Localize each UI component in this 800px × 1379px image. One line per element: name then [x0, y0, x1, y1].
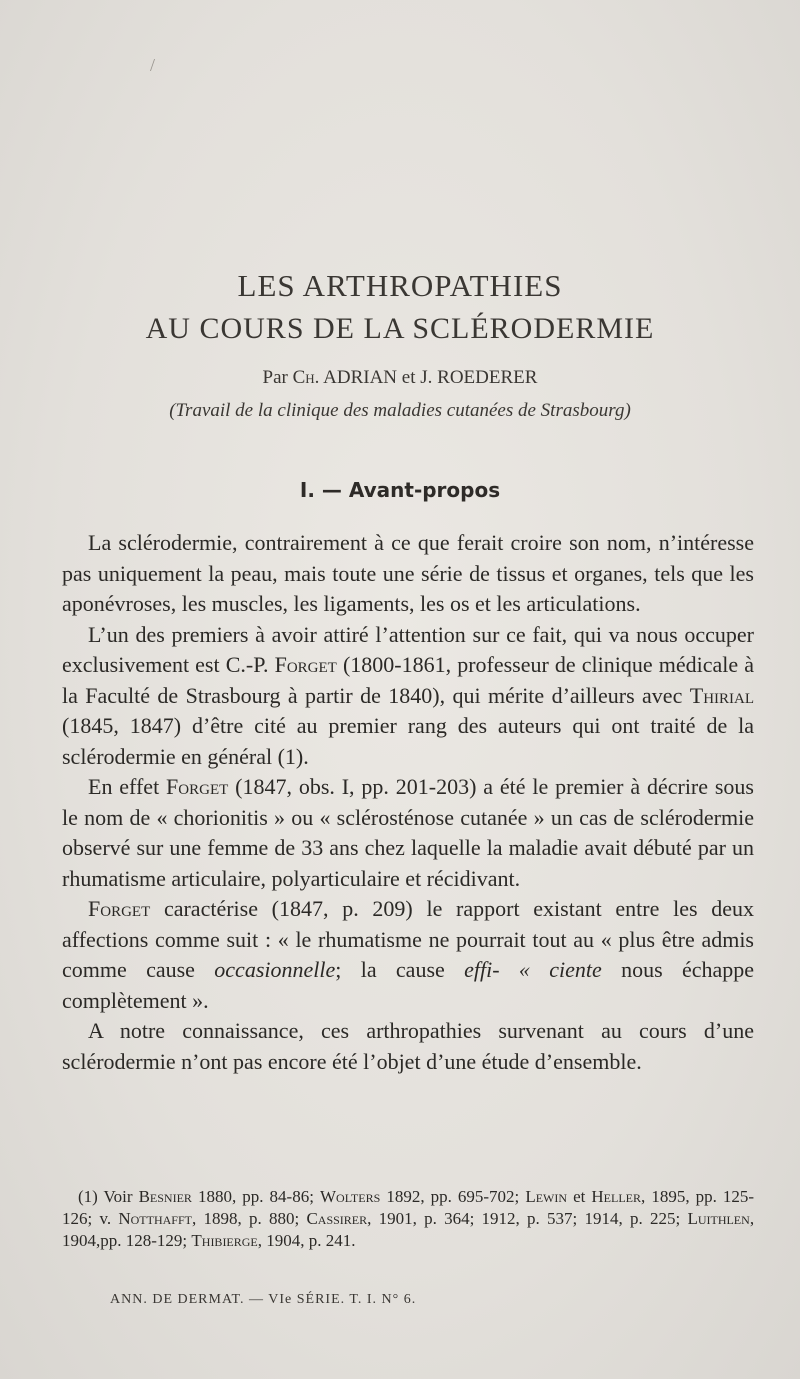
paragraph: Forget caractérise (1847, p. 209) le rapport existant entre les deux affections comme suit : « le rhumatisme ne pourrait tout au « plus être admis comme cause occasionnelle; la cause effi- « ciente nous échappe complètement ». — [62, 896, 755, 1013]
author1-initial: Ch. — [292, 367, 320, 388]
footnote-ref-name: Cassirer — [306, 1209, 368, 1228]
author-name: Forget — [166, 774, 229, 799]
affiliation: (Travail de la clinique des maladies cutanées de Strasbourg) — [169, 400, 631, 421]
section-heading: I. — Avant-propos — [299, 478, 501, 502]
author-name: Forget — [274, 652, 337, 677]
italic-term: effi- « ciente — [464, 957, 602, 982]
footnote-ref-name: Heller — [591, 1187, 642, 1206]
footnote-ref-name: Lewin — [525, 1187, 568, 1206]
paragraph: La sclérodermie, contrairement à ce que ferait croire son nom, n’intéresse pas uniquement la peau, mais toute une série de tissus et organes, tels que les aponévroses, les muscles, les ligaments, les os et les articulations. — [62, 530, 754, 616]
pencil-mark: / — [150, 55, 156, 75]
running-footer: ANN. DE DERMAT. — VIe SÉRIE. T. I. N° 6. — [110, 1292, 417, 1307]
byline-et: et — [401, 367, 416, 388]
body-text — [62, 528, 754, 1077]
footnote-ref-name: Thibierge — [191, 1231, 258, 1250]
footnote-ref-name: Besnier — [138, 1187, 192, 1206]
paragraph: En effet Forget (1847, obs. I, pp. 201-203) a été le premier à décrire sous le nom de « chorionitis » ou « sclérosténose cutanée » un cas de sclérodermie observé sur une femme de 33 ans chez laquelle la maladie avait débuté par un rhumatisme articulaire, polyarticulaire et récidivant. — [62, 774, 754, 891]
byline — [0, 367, 800, 389]
author-name: Thirial — [689, 682, 755, 708]
paragraph: L’un des premiers à avoir attiré l’attention sur ce fait, qui va nous occuper exclusivement est C.-P. Forget (1800-1861, professeur de clinique médicale à la Faculté de Strasbourg à partir de 1840), qui mérite d’ailleurs avec Thirial (1845, 1847) d’être cité au premier rang des auteurs qui ont traité de la sclérodermie en général (1). — [62, 621, 755, 769]
footnote-ref-name: Wolters — [319, 1187, 381, 1206]
title-line-2: AU COURS DE LA SCLÉRODERMIE — [145, 312, 655, 345]
byline-par: Par — [262, 367, 288, 388]
author-name: Forget — [88, 896, 151, 921]
title-line-1: LES ARTHROPATHIES — [237, 268, 563, 303]
footnote: (1) Voir Besnier 1880, pp. 84-86; Wolters 1892, pp. 695-702; Lewin et Heller, 1895, pp. 125-126; v. Notthafft, 1898, p. 880; Cassirer, 1901, p. 364; 1912, p. 537; 1914, p. 225; Luithlen, 1904,pp. 128-129; Thibierge, 1904, p. 241. — [62, 1187, 755, 1250]
author2-name: J. ROEDERER — [420, 367, 538, 388]
author1-name: ADRIAN — [323, 367, 398, 388]
italic-term: occasionnelle — [214, 957, 336, 982]
paragraph: A notre connaissance, ces arthropathies survenant au cours d’une sclérodermie n’ont pas encore été l’objet d’une étude d’ensemble. — [62, 1018, 754, 1074]
footnote-ref-name: Notthafft — [118, 1209, 192, 1228]
footnote-ref-name: Luithlen — [687, 1209, 750, 1228]
